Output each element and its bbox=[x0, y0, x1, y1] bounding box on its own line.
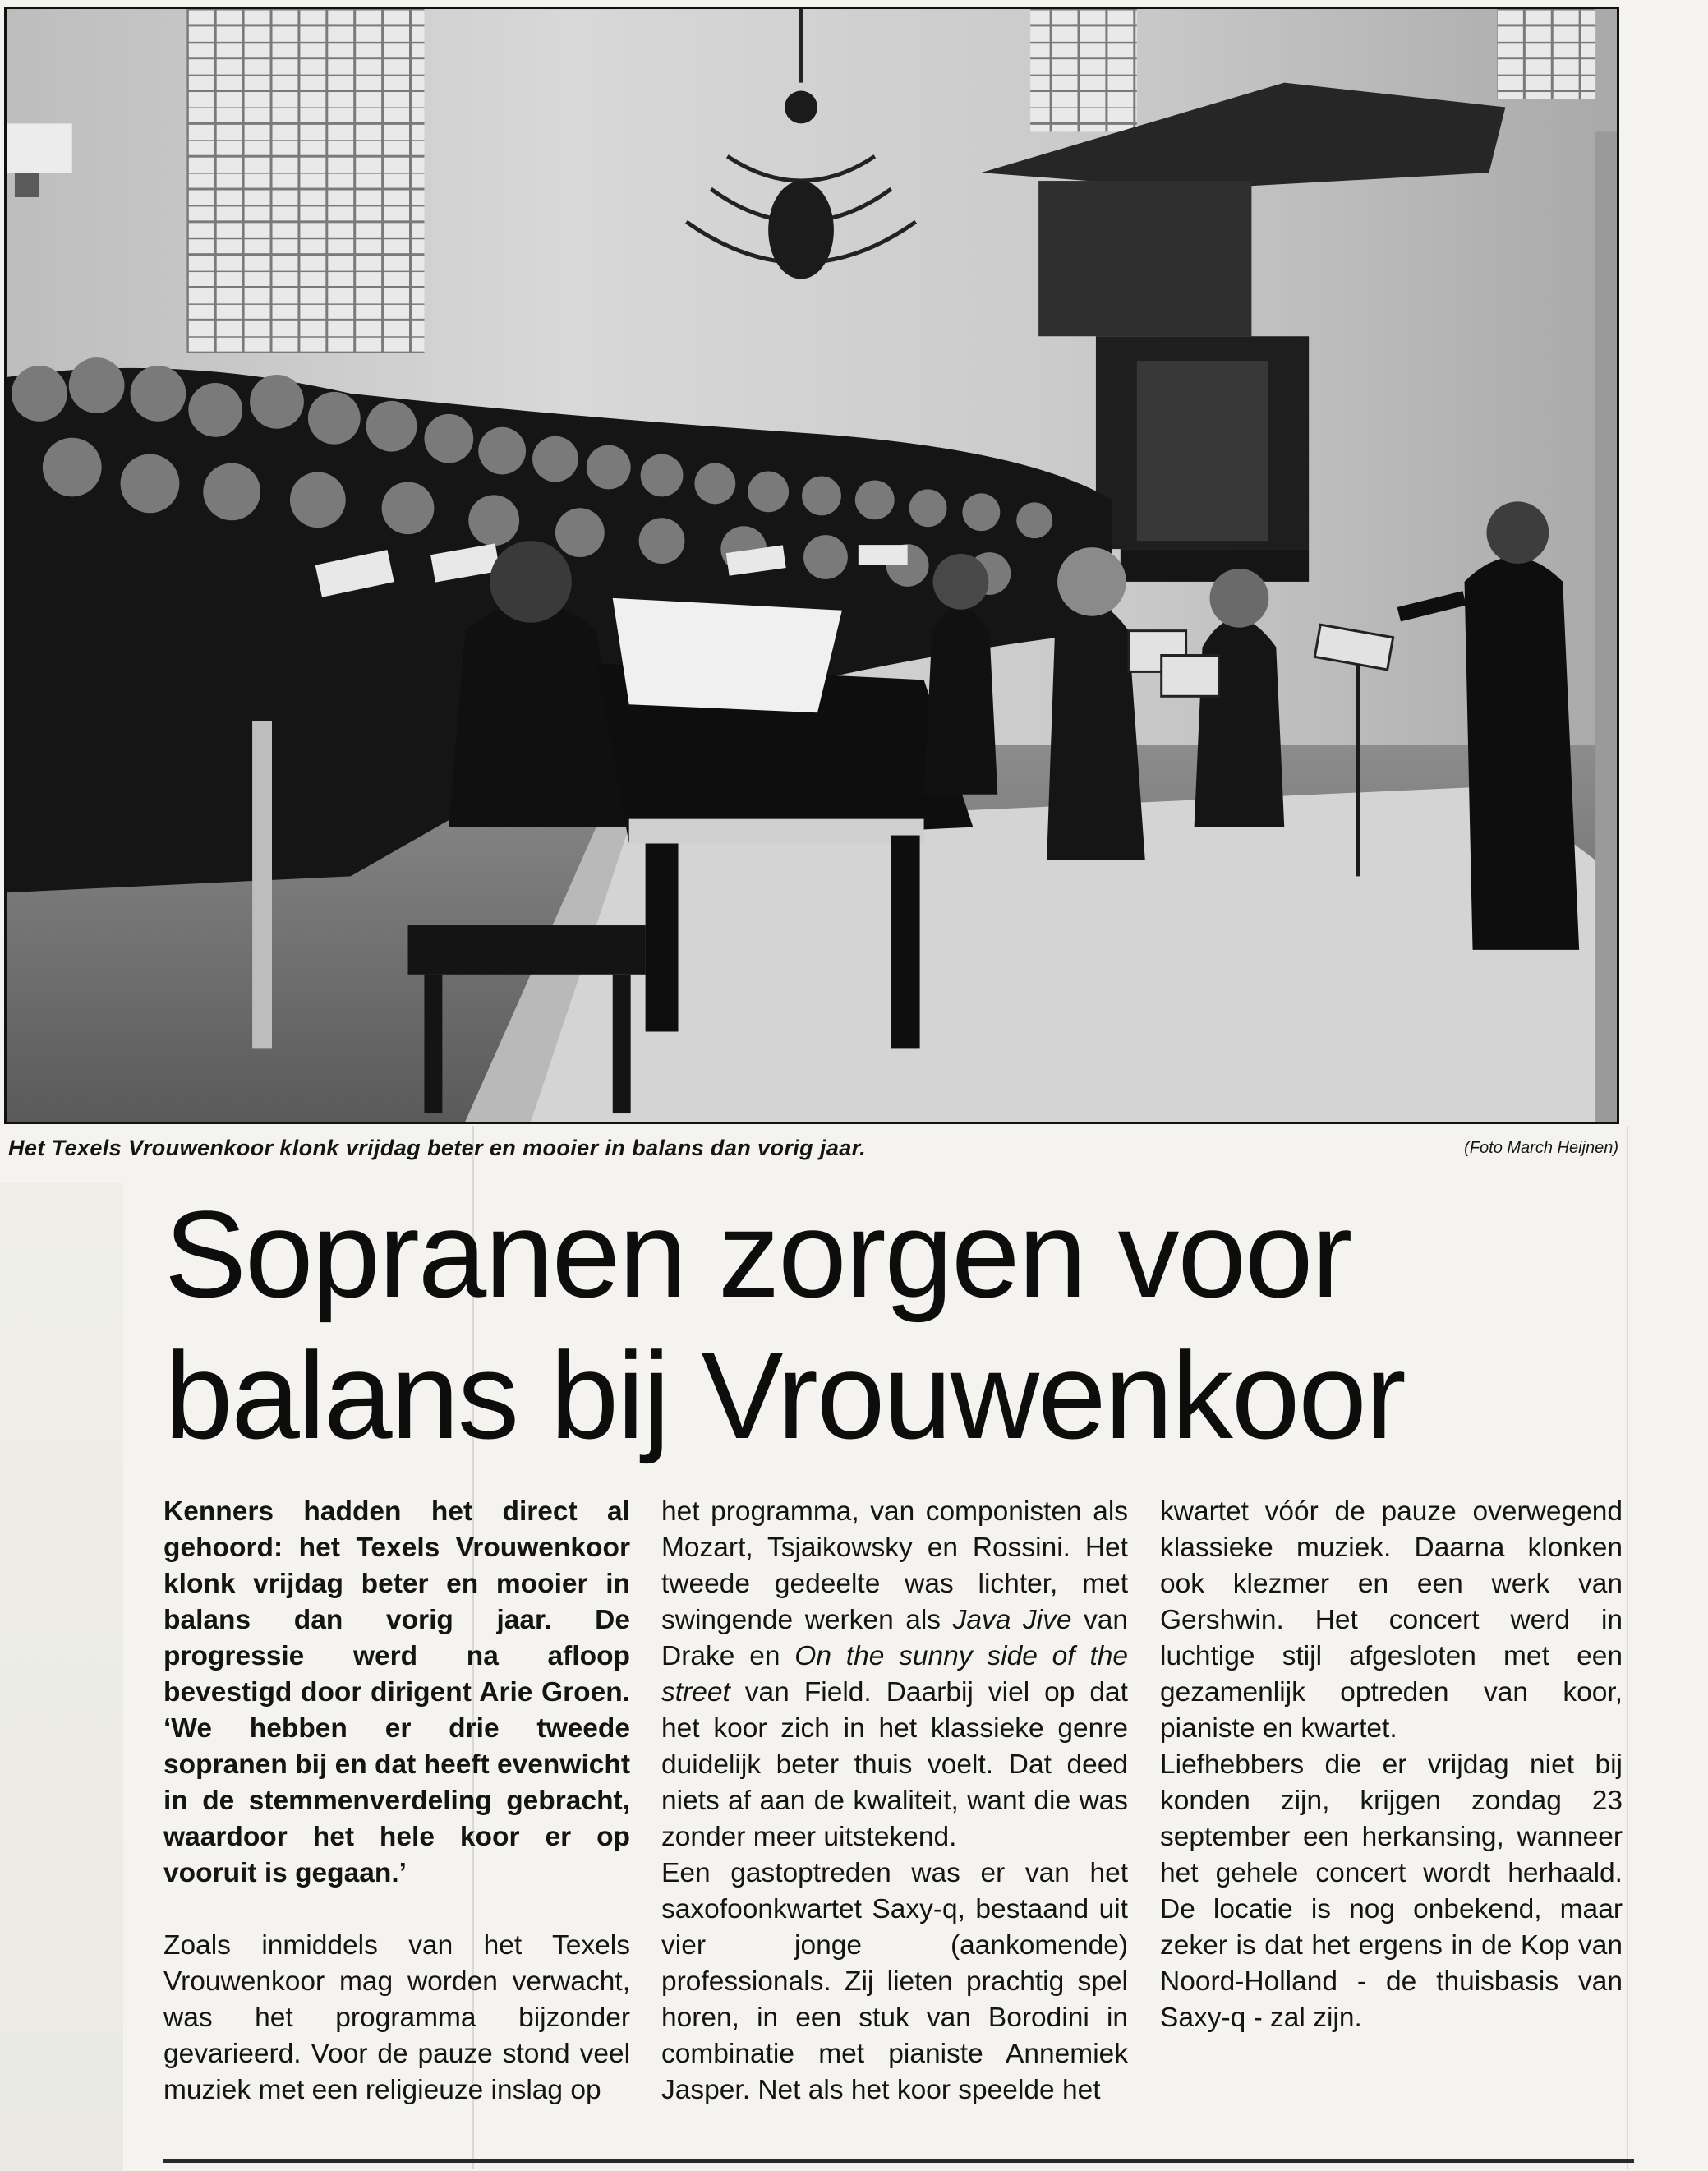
bottom-rule bbox=[163, 2159, 1634, 2163]
article-paragraph: Een gastoptreden was er van het saxofoonkwartet Saxy-q, bestaand uit vier jonge (aankomende) professionals. Zij lieten prachtig spel horen, in een stuk van Borodini in combinatie met pianiste Annemiek Jasper. Net als het koor speelde het bbox=[661, 1858, 1129, 2105]
song-title: street bbox=[661, 1677, 730, 1708]
headline-line-1: Sopranen zorgen voor bbox=[164, 1185, 1351, 1323]
song-title: Jive bbox=[1022, 1605, 1072, 1635]
headline-line-2: balans bij Vrouwenkoor bbox=[164, 1326, 1405, 1464]
song-title: side bbox=[987, 1641, 1038, 1671]
photo-illustration bbox=[7, 9, 1617, 1122]
song-title: sunny bbox=[899, 1641, 973, 1671]
article-paragraph: Liefhebbers die er vrijdag niet bij konden zijn, krijgen zondag 23 september een herkansing, wanneer het gehele concert wordt herhaald. De locatie is nog onbekend, maar zeker is dat het ergens in de Kop van Noord-Holland - de thuisbasis van Saxy-q - zal zijn. bbox=[1160, 1749, 1623, 2033]
choir-concert-photo bbox=[4, 7, 1619, 1124]
photo-caption bbox=[8, 1136, 1618, 1165]
article-column-3 bbox=[1160, 1494, 1623, 2036]
song-title: the bbox=[845, 1641, 885, 1671]
song-title bbox=[973, 1641, 988, 1671]
song-title bbox=[1038, 1641, 1052, 1671]
bleed-through-rule bbox=[1627, 1126, 1628, 2169]
song-title bbox=[884, 1641, 899, 1671]
song-title: Java bbox=[952, 1605, 1011, 1635]
article-paragraph: kwartet vóór de pauze overwegend klassieke muziek. Daarna klonken ook klezmer en een werk van Gershwin. Het concert werd in luchtige stijl afgesloten met een gezamenlijk optreden van koor, pianiste en kwartet. bbox=[1160, 1496, 1623, 1744]
article-body bbox=[163, 1494, 1624, 2143]
page-margin-shade bbox=[0, 1183, 123, 2171]
article-column-2 bbox=[661, 1494, 1128, 2109]
song-title: of bbox=[1052, 1641, 1075, 1671]
article-column-1 bbox=[163, 1494, 630, 2109]
article-headline bbox=[164, 1183, 1627, 1466]
caption-text: Het Texels Vrouwenkoor klonk vrijdag beter en mooier in balans dan vorig jaar. bbox=[8, 1136, 867, 1160]
article-paragraph: het programma, van componisten als Mozart, Tsjaikowsky en Rossini. Het tweede gedeelte was lichter, met swingende werken als Java Jive van Drake en On the sunny side of the street van Field. Daarbij viel op dat het koor zich in het klassieke genre duidelijk beter thuis voelt. Dat deed niets af aan de kwaliteit, want die was zonder meer uitstekend. bbox=[661, 1496, 1129, 1852]
article-paragraph: Zoals inmiddels van het Texels Vrouwenkoor mag worden verwacht, was het programma bijzonder gevarieerd. Voor de pauze stond veel muziek met een religieuze inslag op bbox=[163, 1930, 631, 2105]
song-title bbox=[831, 1641, 846, 1671]
article-lead: Kenners hadden het direct al gehoord: het Texels Vrouwenkoor klonk vrijdag beter en mooier in balans dan vorig jaar. De progressie werd na afloop bevestigd door dirigent Arie Groen. ‘We hebben er drie tweede sopranen bij en dat heeft evenwicht in de stemmenverdeling gebracht, waardoor het hele koor er op vooruit is gegaan.’ bbox=[163, 1496, 630, 1888]
song-title: On bbox=[794, 1641, 831, 1671]
song-title bbox=[1075, 1641, 1090, 1671]
song-title bbox=[1011, 1605, 1023, 1635]
song-title: the bbox=[1089, 1641, 1129, 1671]
photo-credit: (Foto March Heijnen) bbox=[1464, 1139, 1618, 1157]
